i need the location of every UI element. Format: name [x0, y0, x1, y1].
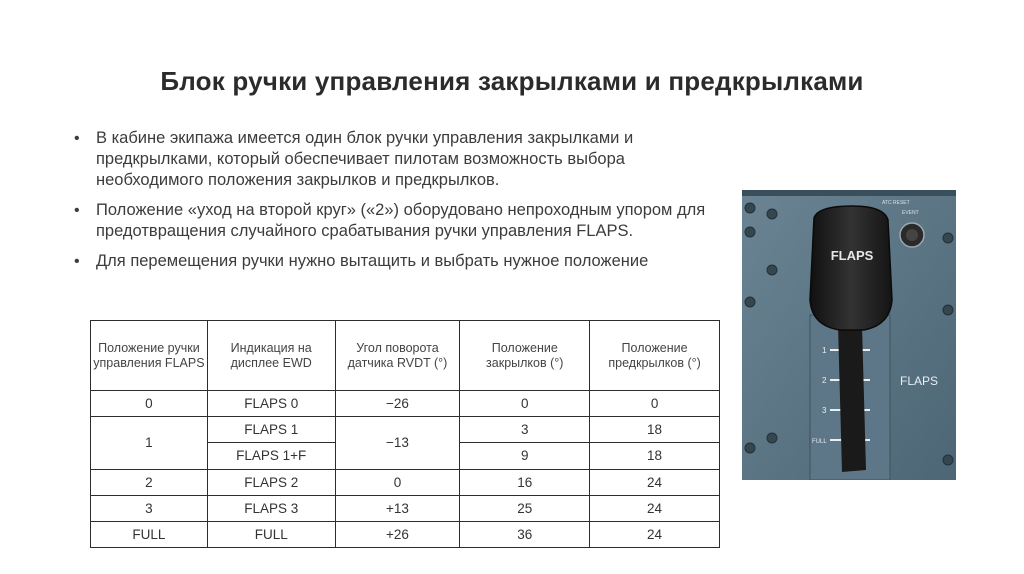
detent-label: 3 [822, 406, 827, 415]
event-knob-icon [900, 223, 924, 247]
bullet-dot-icon: • [74, 202, 80, 219]
cell-rvdt: −13 [335, 417, 460, 469]
cell-lever: 1 [91, 417, 208, 469]
detent-label: 2 [822, 376, 827, 385]
cell-slats: 18 [590, 443, 720, 469]
cell-ewd: FLAPS 0 [207, 391, 335, 417]
cell-rvdt: +26 [335, 521, 460, 547]
flaps-handle [810, 206, 892, 330]
flaps-panel-image [742, 190, 956, 480]
cell-flaps: 16 [460, 469, 590, 495]
cell-flaps: 9 [460, 443, 590, 469]
cell-slats: 24 [590, 521, 720, 547]
cell-ewd: FLAPS 1+F [207, 443, 335, 469]
cell-lever: 2 [91, 469, 208, 495]
detent-label: FULL [812, 439, 827, 445]
cell-slats: 18 [590, 417, 720, 443]
header-slats: Положение предкрылков (°) [590, 321, 720, 391]
cell-ewd: FLAPS 1 [207, 417, 335, 443]
panel-small-label: ATC RESET [882, 200, 910, 206]
bullet-dot-icon: • [74, 253, 80, 270]
table-row [91, 495, 720, 521]
flaps-table [90, 320, 720, 548]
cell-flaps: 0 [460, 391, 590, 417]
table-row [91, 391, 720, 417]
cell-flaps: 36 [460, 521, 590, 547]
cell-ewd: FLAPS 3 [207, 495, 335, 521]
cell-flaps: 25 [460, 495, 590, 521]
cell-slats: 0 [590, 391, 720, 417]
table-header-row [91, 321, 720, 391]
bullet-text: Положение «уход на второй круг» («2») оборудовано непроходным упором для предотвращения случайного срабатывания ручки управления FLAPS. [96, 201, 706, 240]
table-row [91, 521, 720, 547]
table-row [91, 417, 720, 443]
cell-ewd: FLAPS 2 [207, 469, 335, 495]
header-flaps: Положение закрылков (°) [460, 321, 590, 391]
cell-slats: 24 [590, 469, 720, 495]
panel-small-label: EVENT [902, 210, 919, 216]
table-row [91, 469, 720, 495]
detent-label: 1 [822, 346, 827, 355]
header-ewd: Индикация на дисплее EWD [207, 321, 335, 391]
header-lever: Положение ручки управления FLAPS [91, 321, 208, 391]
bullet-item [72, 251, 722, 272]
cell-rvdt: +13 [335, 495, 460, 521]
bullet-text: Для перемещения ручки нужно вытащить и выбрать нужное положение [96, 252, 649, 270]
handle-label: FLAPS [830, 248, 874, 263]
bullet-item [72, 200, 722, 242]
cell-rvdt: 0 [335, 469, 460, 495]
bullet-list [72, 128, 722, 281]
bullet-item [72, 128, 722, 191]
bullet-text: В кабине экипажа имеется один блок ручки управления закрылками и предкрылками, который обеспечивает пилотам возможность выбора необходимого положения закрылков и предкрылков. [96, 129, 634, 189]
cell-lever: 0 [91, 391, 208, 417]
header-rvdt: Угол поворота датчика RVDT (°) [335, 321, 460, 391]
cell-flaps: 3 [460, 417, 590, 443]
cell-ewd: FULL [207, 521, 335, 547]
cell-rvdt: −26 [335, 391, 460, 417]
panel-side-label: FLAPS [900, 374, 939, 388]
cell-lever: 3 [91, 495, 208, 521]
slide-title: Блок ручки управления закрылками и предкрылками [160, 66, 864, 96]
cell-lever: FULL [91, 521, 208, 547]
cell-slats: 24 [590, 495, 720, 521]
bullet-dot-icon: • [74, 130, 80, 147]
